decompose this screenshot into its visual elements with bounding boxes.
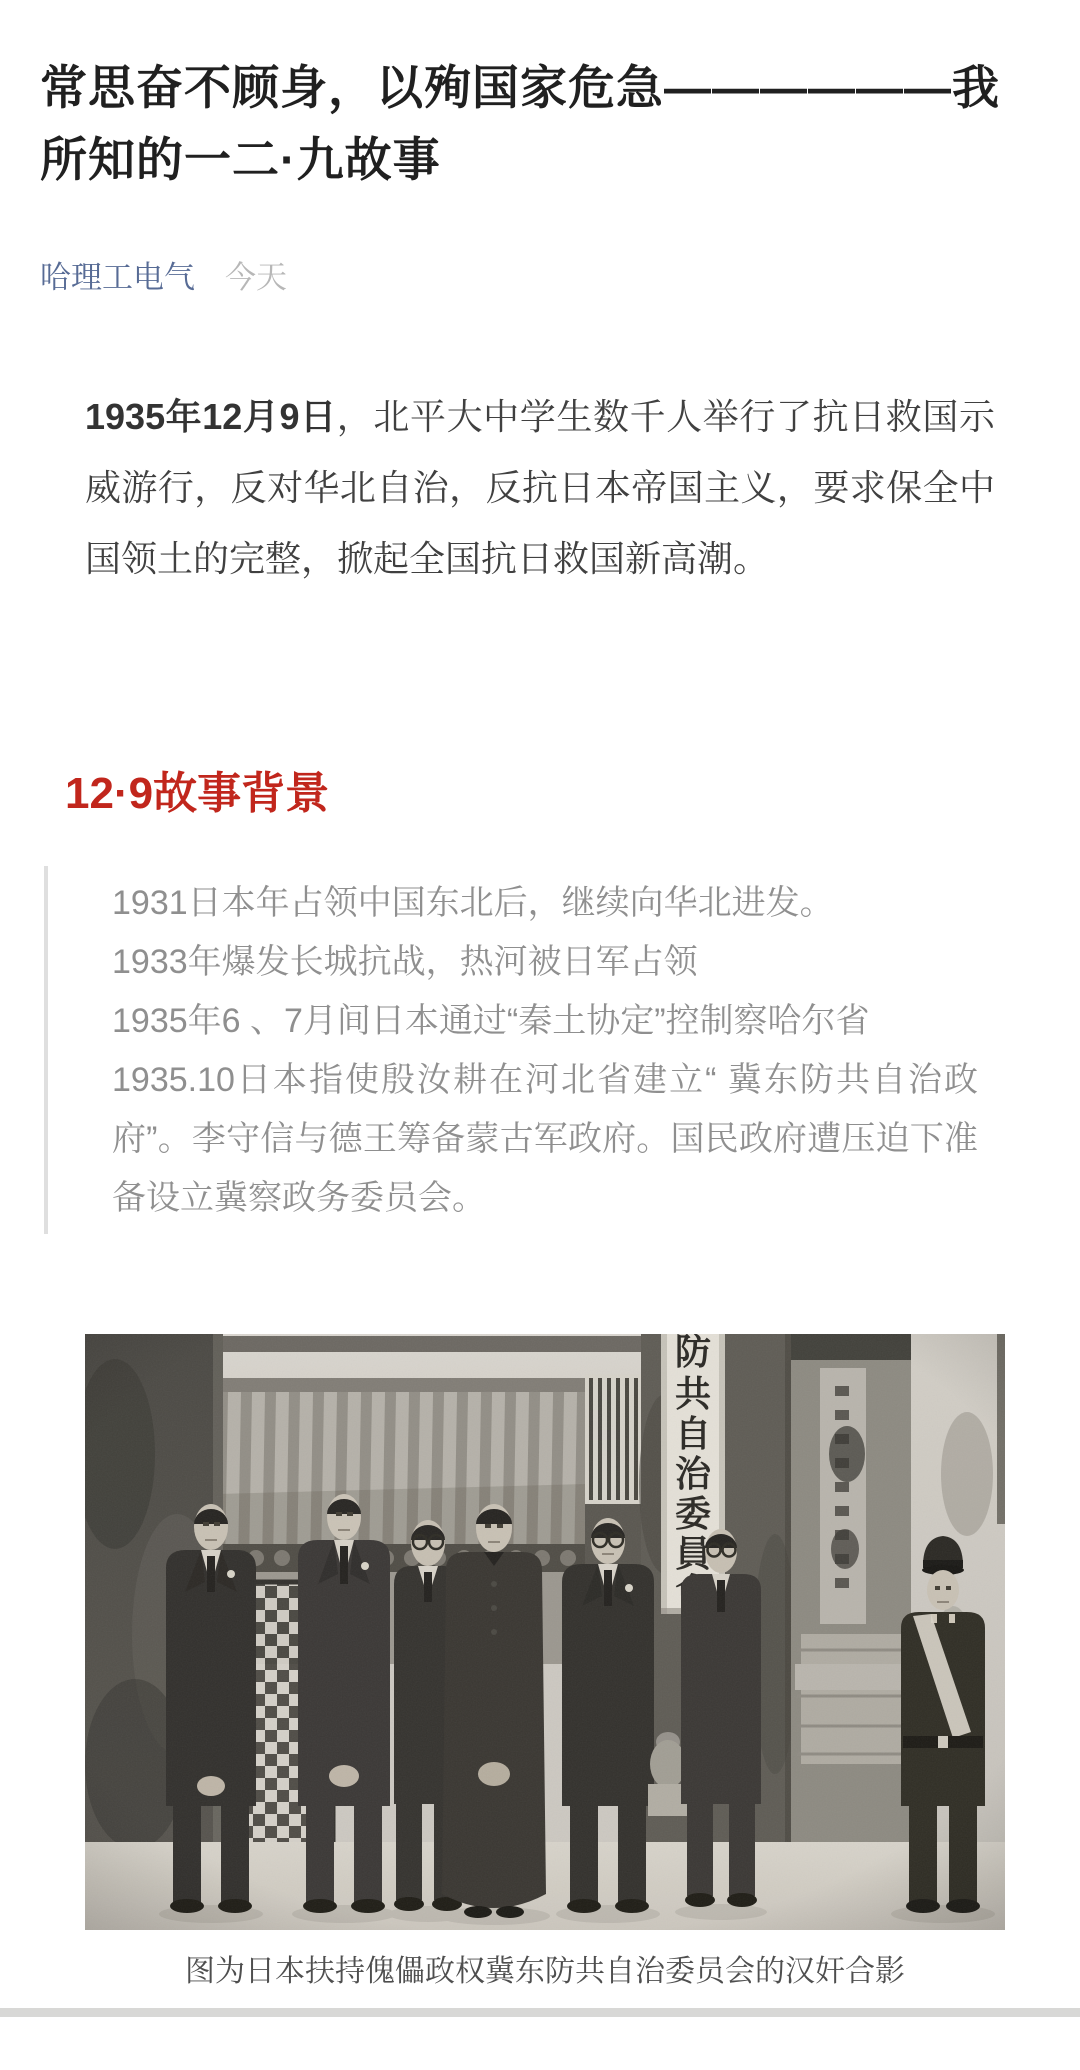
intro-paragraph [85, 381, 995, 594]
film-grain [85, 1334, 1005, 1930]
section-heading: 12·9故事背景 [65, 769, 330, 818]
historical-photo-illustration [85, 1334, 1005, 1930]
publish-date: 今天 [225, 260, 287, 295]
account-link[interactable]: 哈理工电气 [40, 260, 195, 295]
quote-line-4: 1935.10日本指使殷汝耕在河北省建立“ 冀东防共自治政府”。李守信与德王筹备蒙古军政府。国民政府遭压迫下准备设立冀察政务委员会。 [112, 1061, 978, 1217]
historical-photo[interactable] [85, 1334, 1005, 1930]
photo-caption: 图为日本扶持傀儡政权冀东防共自治委员会的汉奸合影 [185, 1955, 905, 1988]
intro-text: ，北平大中学生数千人举行了抗日救国示威游行，反对华北自治，反抗日本帝国主义，要求保全中国领土的完整，掀起全国抗日救国新高潮。 [85, 396, 995, 579]
next-content-edge [0, 2008, 1080, 2017]
article-page [0, 52, 1080, 1992]
article-title: 常思奋不顾身，以殉国家危急——————我所知的一二·九故事 [40, 61, 1000, 186]
background-quote [44, 866, 1040, 1234]
quote-line-2: 1933年爆发长城抗战，热河被日军占领 [112, 943, 698, 981]
photo-figure [85, 1334, 1005, 1992]
intro-date: 1935年12月9日 [85, 396, 337, 437]
article-meta [40, 252, 1040, 297]
quote-line-3: 1935年6 、7月间日本通过“秦土协定”控制察哈尔省 [112, 1002, 870, 1040]
quote-line-1: 1931日本年占领中国东北后，继续向华北进发。 [112, 884, 834, 922]
